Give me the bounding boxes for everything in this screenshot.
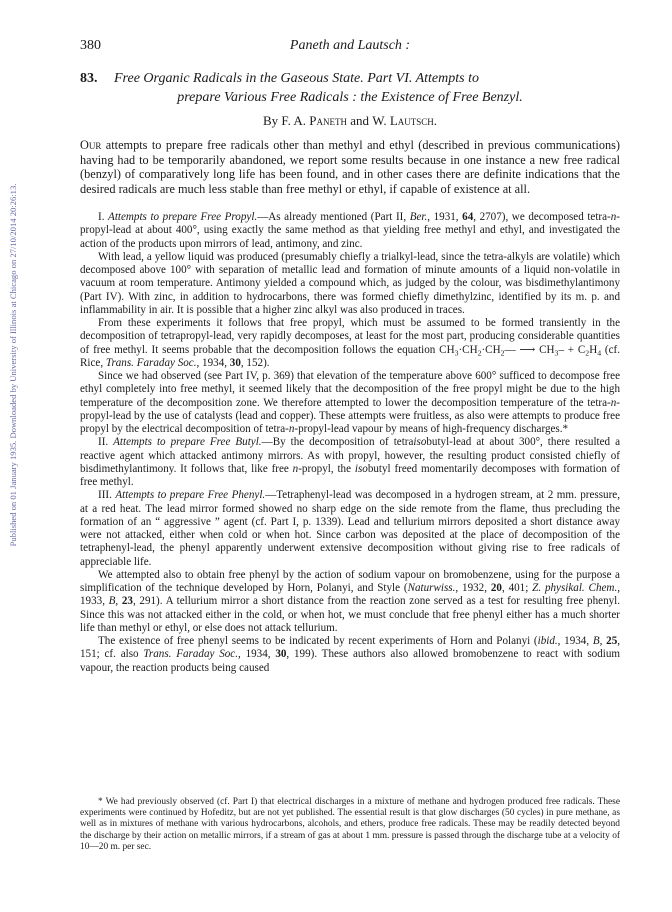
main-text xyxy=(80,211,620,675)
and-word: and xyxy=(350,113,369,128)
author-paneth: F. A. Paneth xyxy=(281,113,347,128)
paragraph-lead-results: With lead, a yellow liquid was produced (presumably chiefly a trialkyl-lead, since the tetra-alkyls are volatile) which decomposed above 100° with separation of metallic lead and formation of minute amounts of a liquid non-volatile in vacuum at room temperature. Antimony yielded a compound which, as judged by the colour, was bisdimethylantimony (Part IV). With zinc, in addition to hydrocarbons, there was formed chiefly dimethylzinc, identified by its m. p. and inflammability in air. It is possible that a higher zinc alkyl was also produced in traces. xyxy=(80,250,620,316)
publication-notice: Published on 01 January 1935. Downloaded by University of Illinois at Chicago on 27/10/2014 20:26:13. xyxy=(8,183,18,547)
page-header xyxy=(80,38,620,58)
by-word: By xyxy=(262,113,279,128)
footnote-text: * We had previously observed (cf. Part I) that electrical discharges in a mixture of methane and hydrogen produced free radicals. These experiments were continued by Hofeditz, but are not yet published. The essential result is that glow discharges (50 cycles) in pure methane, as well as in mixtures of methane with various hydrocarbons, alcohols, and ethers, produce free radicals. These may be readily detected beyond the discharge by their action on metallic mirrors, if a stream of gas at about 1 mm. pressure is passed through the discharge tube at a velocity of 10—20 m. per sec. xyxy=(80,797,620,852)
paragraph-butyl: II. Attempts to prepare Free Butyl.—By the decomposition of tetraisobutyl-lead at about 300°, there resulted a reactive agent which attacked antimony mirrors. As with propyl, however, the resulting product consisted chiefly of bisdimethylantimony. It follows that, like free n-propyl, the isobutyl freed momentarily decomposes with formation of free methyl. xyxy=(80,436,621,488)
lead-initial: Our xyxy=(80,138,102,152)
title-line-2: prepare Various Free Radicals : the Existence of Free Benzyl. xyxy=(177,90,523,105)
lead-text: attempts to prepare free radicals other than methyl and ethyl (described in previous communications) having had to be temporarily abandoned, we report some results because in one instance a new free radical (benzyl) of comparatively long life has been found, and in other cases there are definite indications that the desired radicals are much less stable than free methyl or ethyl, if capable of existence at all. xyxy=(80,138,620,196)
author-line xyxy=(80,113,620,129)
publication-sidebar xyxy=(6,95,20,635)
section-heading-propyl: Attempts to prepare Free Propyl. xyxy=(108,211,258,223)
author-lautsch: W. Lautsch. xyxy=(372,113,438,128)
lead-paragraph xyxy=(80,138,620,196)
section-heading-phenyl: Attempts to prepare Free Phenyl. xyxy=(115,489,266,502)
section-heading-butyl: Attempts to prepare Free Butyl. xyxy=(113,436,262,449)
paragraph-catalysts: Since we had observed (see Part IV, p. 369) that elevation of the temperature above 600° sufficed to decompose free ethyl completely into free methyl, it seemed likely that the decomposition of the free propyl might be due to the high temperature of the decomposition zone. We therefore attempted to lower the decomposition temperature of the tetra-n-propyl-lead by the use of catalysts (lead and copper). These attempts were fruitless, as also were attempts to produce free propyl by the electrical decomposition of tetra-n-propyl-lead vapour by means of high-frequency discharges.* xyxy=(80,370,620,435)
paragraph-horn-polanyi: The existence of free phenyl seems to be indicated by recent experiments of Horn and Polanyi (ibid., 1934, B, 25, 151; cf. also Trans. Faraday Soc., 1934, 30, 199). These authors also allowed bromobenzene to react with sodium vapour, the reaction products being caused xyxy=(80,635,621,674)
title-line-1: Free Organic Radicals in the Gaseous State. Part VI. Attempts to xyxy=(114,71,479,86)
article-number: 83. xyxy=(80,71,98,86)
footnote xyxy=(80,797,620,853)
paragraph-propyl-conclusion: From these experiments it follows that free propyl, which must be assumed to be formed transiently in the decomposition of tetrapropyl-lead, very rapidly decomposes, at least for the most part, producing considerable quantities of free methyl. It seems probable that the decomposition follows the equation $CH_3\cdot CH_2\cdot CH_2—$ ⟶ $CH_3- + C_2H_4$ (cf. Rice, Trans. Faraday Soc., 1934, 30, 152). xyxy=(80,317,621,369)
paragraph-phenyl: III. Attempts to prepare Free Phenyl.—Tetraphenyl-lead was decomposed in a hydrogen stream, at 2 mm. pressure, at a red heat. The lead mirror formed showed no sharp edge on the side remote from the flame, thus precluding the formation of an “ aggressive ” agent (cf. Part I, p. 1339). Lead and tellurium mirrors deposited a short distance away were not attacked, either when cold or when hot. Since carbon was deposited at the place of decomposition of the tetraphenyl-lead, the phenyl apparently underwent extensive decomposition without giving rise to free radicals of appreciable life. xyxy=(80,489,620,568)
page-number: 380 xyxy=(80,38,101,53)
running-head: Paneth and Lautsch : xyxy=(289,38,411,53)
paragraph-propyl: I. Attempts to prepare Free Propyl.—As already mentioned (Part II, Ber., 1931, 64, 2707), we decomposed tetra-n-propyl-lead at about 400°, using exactly the same method as that yielding free methyl and ethyl, and investigated the action of the products upon mirrors of lead, antimony, and zinc. xyxy=(80,211,620,250)
paragraph-sodium-vapour: We attempted also to obtain free phenyl by the action of sodium vapour on bromobenzene, using for the purpose a simplification of the technique developed by Horn, Polanyi, and Style (Naturwiss., 1932, 20, 401; Z. physikal. Chem., 1933, B, 23, 291). A tellurium mirror a short distance from the reaction zone served as a test for resulting free phenyl. Since this was not attacked either in the cold, or when hot, we must conclude that free phenyl either has a much shorter life than methyl or ethyl, or else does not attack tellurium. xyxy=(80,568,621,634)
